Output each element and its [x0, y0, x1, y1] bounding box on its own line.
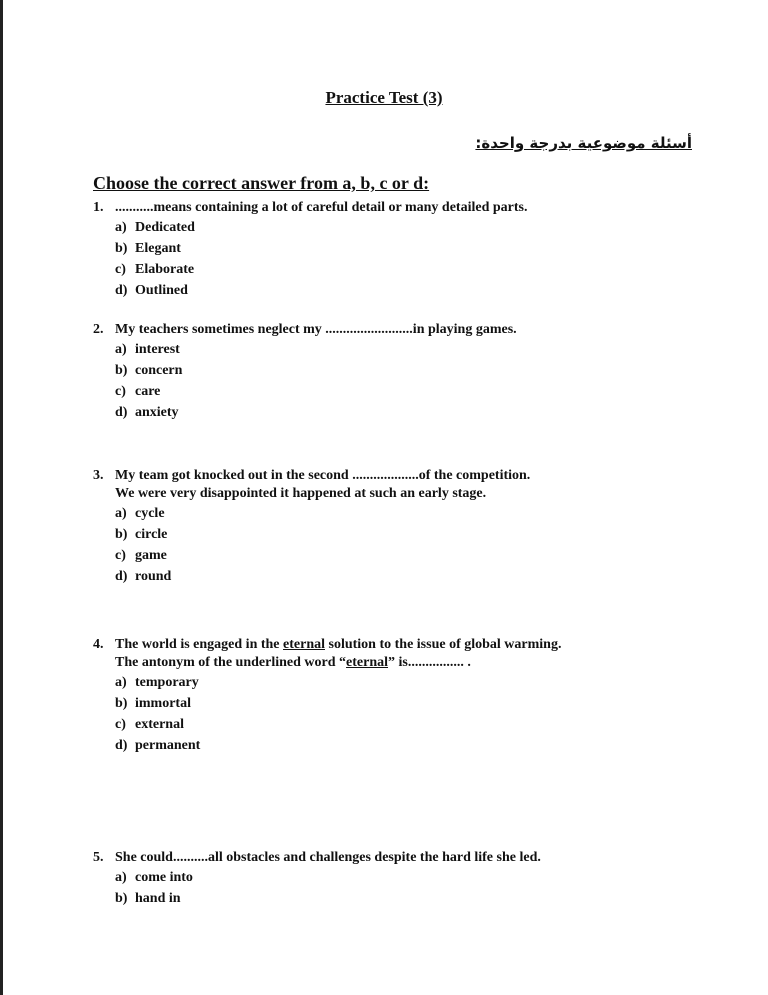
question-5-stem [93, 849, 541, 867]
option-b[interactable] [93, 693, 561, 714]
option-a[interactable] [93, 339, 517, 360]
option-letter: d) [115, 283, 128, 298]
option-letter: a) [115, 870, 127, 885]
option-text: Dedicated [135, 220, 195, 235]
question-3 [93, 467, 530, 587]
option-b[interactable] [93, 524, 530, 545]
question-number: 2. [93, 322, 104, 337]
question-number: 1. [93, 200, 104, 215]
option-letter: a) [115, 506, 127, 521]
option-text: Outlined [135, 283, 188, 298]
option-text: round [135, 569, 172, 584]
option-a[interactable] [93, 672, 561, 693]
option-letter: c) [115, 717, 126, 732]
option-text: concern [135, 363, 183, 378]
option-text: interest [135, 342, 180, 357]
option-text: anxiety [135, 405, 179, 420]
option-text: permanent [135, 738, 201, 753]
option-letter: a) [115, 220, 127, 235]
option-c[interactable] [93, 381, 517, 402]
question-4-stem [93, 636, 561, 654]
question-2-stem [93, 321, 517, 339]
question-text: She could..........all obstacles and challenges despite the hard life she led. [115, 850, 541, 865]
option-text: care [135, 384, 161, 399]
question-number: 3. [93, 468, 104, 483]
question-text-end: ” is................ . [388, 655, 471, 670]
option-b[interactable] [93, 360, 517, 381]
option-text: circle [135, 527, 168, 542]
option-b[interactable] [93, 238, 527, 259]
question-2 [93, 321, 517, 423]
option-letter: b) [115, 241, 128, 256]
question-number: 4. [93, 637, 104, 652]
option-letter: b) [115, 363, 128, 378]
question-text-start: The antonym of the underlined word “ [115, 655, 347, 670]
option-text: external [135, 717, 184, 732]
option-c[interactable] [93, 259, 527, 280]
option-a[interactable] [93, 217, 527, 238]
option-text: immortal [135, 696, 191, 711]
option-d[interactable] [93, 566, 530, 587]
question-1-stem [93, 199, 527, 217]
question-4 [93, 636, 561, 756]
option-b[interactable] [93, 888, 541, 909]
option-letter: d) [115, 569, 128, 584]
option-letter: d) [115, 405, 128, 420]
option-letter: c) [115, 262, 126, 277]
option-text: Elegant [135, 241, 181, 256]
underlined-word: eternal [346, 655, 389, 670]
question-5 [93, 849, 541, 909]
question-text: My teachers sometimes neglect my .........................in playing games. [115, 322, 517, 337]
question-text-end: solution to the issue of global warming. [325, 637, 562, 652]
option-text: come into [135, 870, 193, 885]
instructions-heading: Choose the correct answer from a, b, c or d: [93, 173, 430, 193]
option-text: Elaborate [135, 262, 195, 277]
option-a[interactable] [93, 503, 530, 524]
option-letter: b) [115, 696, 128, 711]
question-number: 5. [93, 850, 104, 865]
arabic-section-heading: أسئلة موضوعية بدرجة واحدة: [475, 134, 692, 152]
option-letter: a) [115, 342, 127, 357]
option-c[interactable] [93, 545, 530, 566]
question-3-stem [93, 467, 530, 485]
option-letter: a) [115, 675, 127, 690]
option-text: cycle [135, 506, 165, 521]
question-text-start: The world is engaged in the [115, 637, 284, 652]
option-text: temporary [135, 675, 199, 690]
option-text: hand in [135, 891, 181, 906]
option-letter: c) [115, 548, 126, 563]
option-letter: b) [115, 527, 128, 542]
page-title: Practice Test (3) [325, 88, 443, 107]
question-4-stem-continued [93, 654, 561, 672]
underlined-word: eternal [283, 637, 325, 652]
question-3-stem-continued: We were very disappointed it happened at such an early stage. [115, 486, 487, 501]
option-d[interactable] [93, 402, 517, 423]
option-a[interactable] [93, 867, 541, 888]
question-1 [93, 199, 527, 301]
option-text: game [135, 548, 167, 563]
question-text: My team got knocked out in the second ...................of the competition. [115, 468, 531, 483]
question-text: ...........means containing a lot of careful detail or many detailed parts. [115, 200, 528, 215]
option-d[interactable] [93, 280, 527, 301]
option-d[interactable] [93, 735, 561, 756]
option-letter: b) [115, 891, 128, 906]
option-letter: d) [115, 738, 128, 753]
option-c[interactable] [93, 714, 561, 735]
option-letter: c) [115, 384, 126, 399]
